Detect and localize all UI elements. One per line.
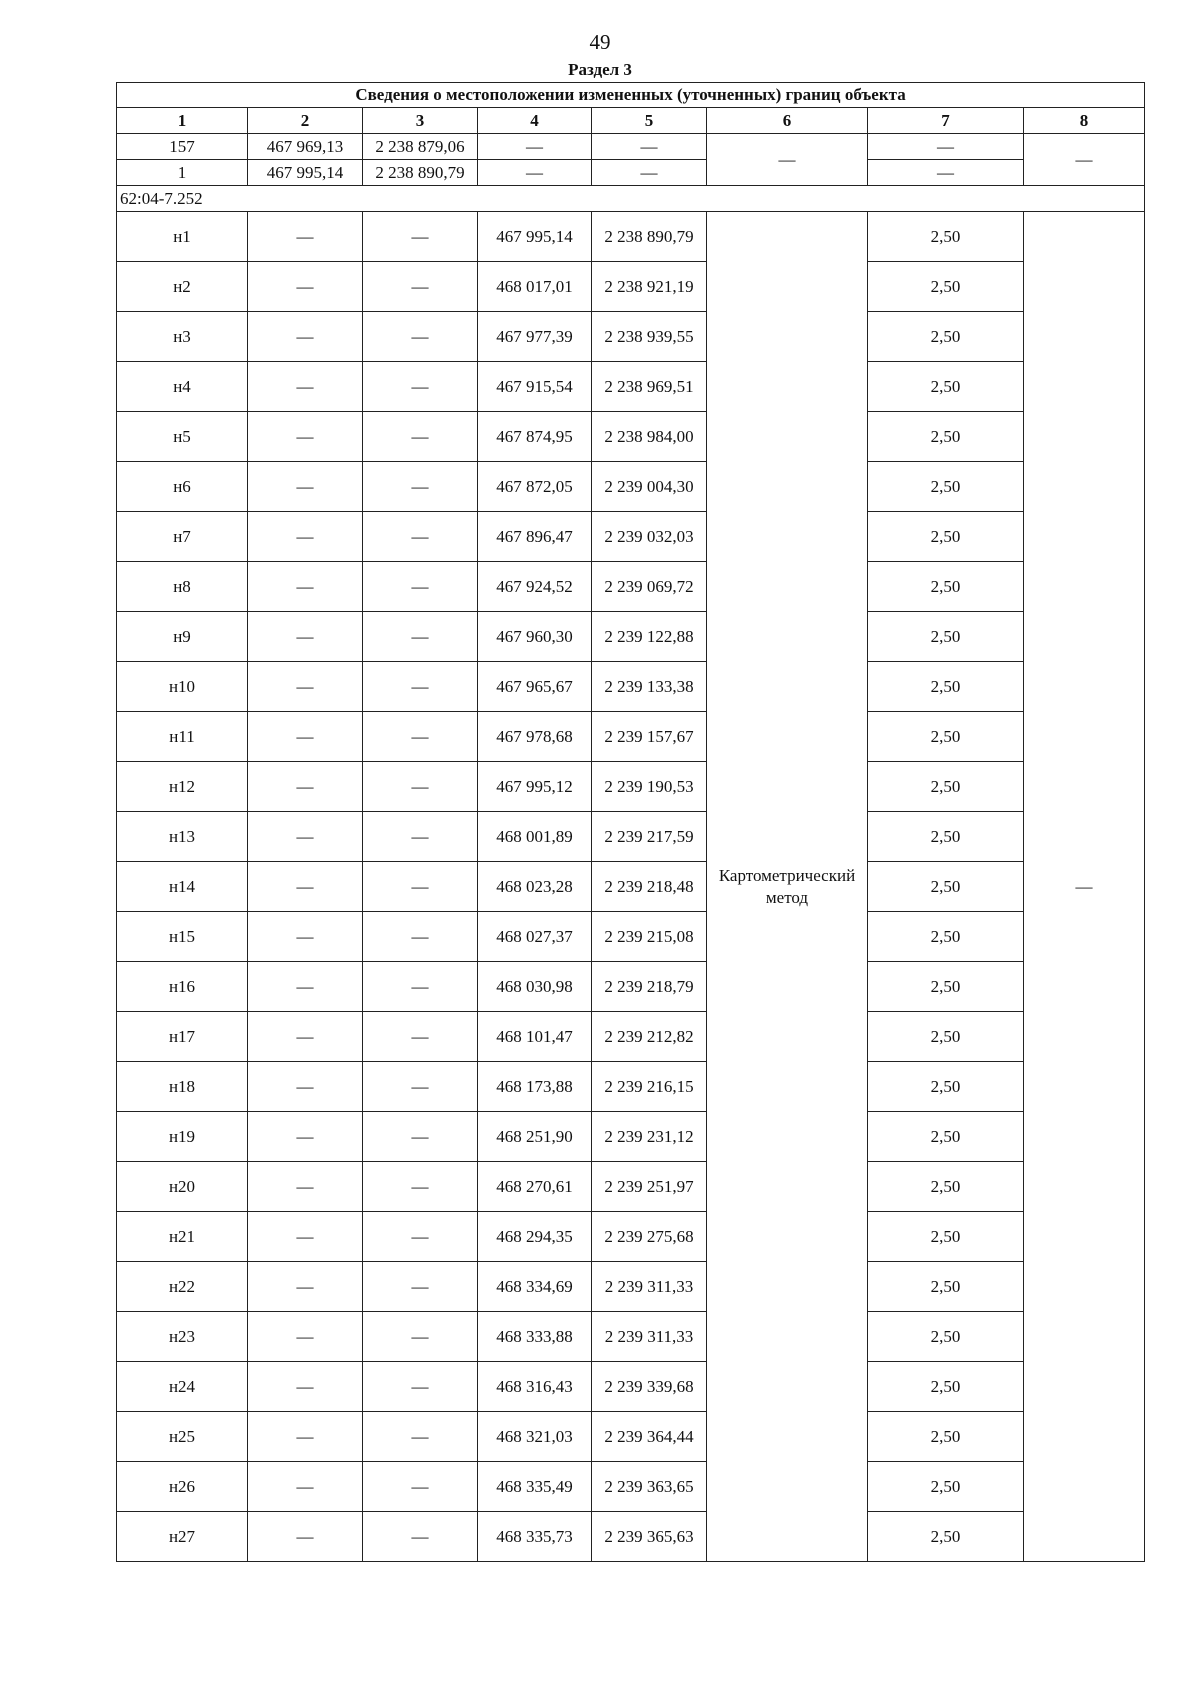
y-old: — [363,312,478,362]
x-new: 468 270,61 [478,1162,592,1212]
point-id: н17 [117,1012,248,1062]
column-header-row [117,108,1145,134]
table-row [117,1212,1145,1262]
y-old: — [363,1412,478,1462]
y-old: — [363,212,478,262]
y-new: 2 239 311,33 [592,1262,707,1312]
accuracy: 2,50 [868,1212,1024,1262]
x-old: — [248,512,363,562]
y-new: 2 239 275,68 [592,1212,707,1262]
accuracy: 2,50 [868,862,1024,912]
y-old: 2 238 890,79 [363,160,478,186]
accuracy: 2,50 [868,762,1024,812]
y-new: 2 239 364,44 [592,1412,707,1462]
y-new: 2 239 218,48 [592,862,707,912]
y-old: — [363,1062,478,1112]
x-new: 468 101,47 [478,1012,592,1062]
y-old: — [363,912,478,962]
table-row [117,1412,1145,1462]
accuracy: 2,50 [868,812,1024,862]
x-old: — [248,862,363,912]
x-new: 468 173,88 [478,1062,592,1112]
point-id: н14 [117,862,248,912]
y-new: 2 239 157,67 [592,712,707,762]
column-header: 4 [478,108,592,134]
point-id: н5 [117,412,248,462]
accuracy: 2,50 [868,912,1024,962]
x-old: — [248,1512,363,1562]
point-id: н18 [117,1062,248,1112]
x-new: — [478,160,592,186]
table-row [117,762,1145,812]
x-old: — [248,812,363,862]
table-row [117,212,1145,262]
x-new: 467 965,67 [478,662,592,712]
point-id: н27 [117,1512,248,1562]
y-new: 2 239 218,79 [592,962,707,1012]
description-cell: — [1024,134,1145,186]
table-row [117,962,1145,1012]
x-old: — [248,1412,363,1462]
y-old: — [363,462,478,512]
y-old: — [363,862,478,912]
point-id: н20 [117,1162,248,1212]
y-new: 2 238 984,00 [592,412,707,462]
column-header: 6 [707,108,868,134]
table-row [117,662,1145,712]
x-new: 468 335,73 [478,1512,592,1562]
y-new: — [592,134,707,160]
accuracy: 2,50 [868,1112,1024,1162]
x-new: 467 874,95 [478,412,592,462]
x-old: — [248,362,363,412]
x-new: 467 960,30 [478,612,592,662]
x-new: 468 023,28 [478,862,592,912]
x-new: 467 924,52 [478,562,592,612]
point-id: 157 [117,134,248,160]
point-id: н12 [117,762,248,812]
table-row [117,712,1145,762]
point-id: н26 [117,1462,248,1512]
table-row [117,160,1145,186]
accuracy: 2,50 [868,362,1024,412]
y-new: 2 239 216,15 [592,1062,707,1112]
section-title: Раздел 3 [568,60,632,79]
accuracy: 2,50 [868,562,1024,612]
y-new: 2 239 215,08 [592,912,707,962]
x-new: 468 316,43 [478,1362,592,1412]
y-new: 2 239 032,03 [592,512,707,562]
column-header: 2 [248,108,363,134]
table-row [117,1512,1145,1562]
x-old: — [248,462,363,512]
table-row [117,1262,1145,1312]
accuracy: 2,50 [868,612,1024,662]
x-new: 468 027,37 [478,912,592,962]
point-id: н16 [117,962,248,1012]
point-id: н8 [117,562,248,612]
x-old: — [248,1012,363,1062]
y-old: — [363,1362,478,1412]
y-old: — [363,662,478,712]
x-new: 467 995,12 [478,762,592,812]
x-old: — [248,1162,363,1212]
point-id: н19 [117,1112,248,1162]
table-row [117,134,1145,160]
parcel-number: 62:04-7.252 [117,186,1145,212]
accuracy: 2,50 [868,512,1024,562]
y-old: — [363,762,478,812]
table-row [117,362,1145,412]
table-row [117,1012,1145,1062]
x-old: — [248,1262,363,1312]
y-old: — [363,612,478,662]
x-old: — [248,212,363,262]
y-old: — [363,562,478,612]
y-new: — [592,160,707,186]
column-header: 1 [117,108,248,134]
y-new: 2 239 212,82 [592,1012,707,1062]
table-row [117,1312,1145,1362]
y-new: 2 238 921,19 [592,262,707,312]
x-old: — [248,312,363,362]
y-old: — [363,712,478,762]
accuracy: 2,50 [868,1412,1024,1462]
x-new: 468 030,98 [478,962,592,1012]
y-old: — [363,1512,478,1562]
x-old: — [248,1312,363,1362]
y-new: 2 239 251,97 [592,1162,707,1212]
point-id: н10 [117,662,248,712]
y-new: 2 239 122,88 [592,612,707,662]
y-old: — [363,362,478,412]
x-old: — [248,612,363,662]
y-old: — [363,1462,478,1512]
point-id: н6 [117,462,248,512]
method-cell: — [707,134,868,186]
y-old: — [363,1112,478,1162]
y-new: 2 239 339,68 [592,1362,707,1412]
x-old: — [248,662,363,712]
x-old: — [248,1462,363,1512]
y-old: — [363,1162,478,1212]
column-header: 8 [1024,108,1145,134]
y-new: 2 239 311,33 [592,1312,707,1362]
point-id: н11 [117,712,248,762]
point-id: н7 [117,512,248,562]
point-id: н22 [117,1262,248,1312]
x-new: 468 334,69 [478,1262,592,1312]
accuracy: 2,50 [868,1012,1024,1062]
x-new: 467 872,05 [478,462,592,512]
accuracy: 2,50 [868,662,1024,712]
x-new: 468 017,01 [478,262,592,312]
accuracy: 2,50 [868,312,1024,362]
x-old: — [248,712,363,762]
y-old: — [363,812,478,862]
y-old: — [363,412,478,462]
y-new: 2 238 890,79 [592,212,707,262]
y-old: — [363,1312,478,1362]
y-old: 2 238 879,06 [363,134,478,160]
x-old: — [248,562,363,612]
y-new: 2 238 969,51 [592,362,707,412]
accuracy: 2,50 [868,1162,1024,1212]
point-id: н23 [117,1312,248,1362]
point-id: н9 [117,612,248,662]
x-old: — [248,412,363,462]
accuracy: 2,50 [868,1362,1024,1412]
y-new: 2 239 069,72 [592,562,707,612]
x-new: 468 294,35 [478,1212,592,1262]
x-new: 468 335,49 [478,1462,592,1512]
x-new: 467 995,14 [478,212,592,262]
table-row [117,312,1145,362]
point-id: н1 [117,212,248,262]
table-row [117,1462,1145,1512]
accuracy: 2,50 [868,1462,1024,1512]
accuracy: 2,50 [868,1062,1024,1112]
table-row [117,462,1145,512]
x-old: — [248,1212,363,1262]
y-new: 2 239 363,65 [592,1462,707,1512]
x-new: 467 978,68 [478,712,592,762]
y-old: — [363,1262,478,1312]
table-row [117,612,1145,662]
boundary-table [116,82,1145,1562]
x-new: — [478,134,592,160]
column-header: 7 [868,108,1024,134]
x-old: — [248,762,363,812]
x-old: 467 969,13 [248,134,363,160]
page-number: 49 [589,30,611,54]
y-new: 2 239 004,30 [592,462,707,512]
accuracy: 2,50 [868,1262,1024,1312]
y-new: 2 239 217,59 [592,812,707,862]
accuracy: 2,50 [868,212,1024,262]
point-id: н3 [117,312,248,362]
point-id: н4 [117,362,248,412]
x-new: 468 321,03 [478,1412,592,1462]
x-new: 467 915,54 [478,362,592,412]
table-row [117,512,1145,562]
accuracy: 2,50 [868,262,1024,312]
point-id: н21 [117,1212,248,1262]
accuracy: — [868,134,1024,160]
y-new: 2 239 133,38 [592,662,707,712]
y-old: — [363,1012,478,1062]
point-id: н15 [117,912,248,962]
x-old: — [248,262,363,312]
table-row [117,1062,1145,1112]
y-old: — [363,512,478,562]
y-new: 2 239 231,12 [592,1112,707,1162]
point-id: н24 [117,1362,248,1412]
column-header: 5 [592,108,707,134]
x-old: — [248,1362,363,1412]
x-new: 467 977,39 [478,312,592,362]
accuracy: 2,50 [868,1312,1024,1362]
table-title: Сведения о местоположении измененных (уточненных) границ объекта [117,83,1145,108]
table-row [117,862,1145,912]
x-new: 468 251,90 [478,1112,592,1162]
table-row [117,262,1145,312]
y-old: — [363,1212,478,1262]
accuracy: 2,50 [868,1512,1024,1562]
x-new: 468 001,89 [478,812,592,862]
table-row [117,812,1145,862]
y-new: 2 239 365,63 [592,1512,707,1562]
table-row [117,562,1145,612]
point-id: 1 [117,160,248,186]
accuracy: 2,50 [868,962,1024,1012]
table-row [117,912,1145,962]
table-row [117,412,1145,462]
point-id: н13 [117,812,248,862]
y-new: 2 239 190,53 [592,762,707,812]
x-old: — [248,962,363,1012]
table-row [117,1112,1145,1162]
x-new: 467 896,47 [478,512,592,562]
method-cell: Картометрический метод [707,212,868,1562]
y-new: 2 238 939,55 [592,312,707,362]
accuracy: 2,50 [868,462,1024,512]
x-new: 468 333,88 [478,1312,592,1362]
x-old: — [248,912,363,962]
y-old: — [363,962,478,1012]
table-row [117,1162,1145,1212]
x-old: 467 995,14 [248,160,363,186]
column-header: 3 [363,108,478,134]
accuracy: 2,50 [868,712,1024,762]
table-row [117,1362,1145,1412]
y-old: — [363,262,478,312]
x-old: — [248,1062,363,1112]
accuracy: 2,50 [868,412,1024,462]
x-old: — [248,1112,363,1162]
description-cell: — [1024,212,1145,1562]
accuracy: — [868,160,1024,186]
point-id: н2 [117,262,248,312]
point-id: н25 [117,1412,248,1462]
